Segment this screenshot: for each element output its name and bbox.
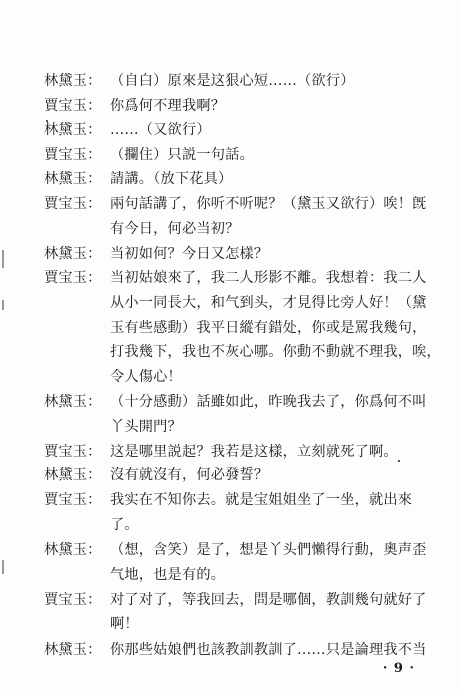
- dialogue-continuation: 气地，也是有的。: [110, 567, 226, 583]
- speaker-name: 林黛玉：: [44, 73, 102, 89]
- dialogue-continuation: 了。: [110, 517, 139, 533]
- speaker-name: 林黛玉：: [44, 122, 102, 138]
- dialogue-text: （自白）原來是这狠心短……（欲行）: [110, 73, 355, 89]
- dialogue-text: 請講。（放下花具）: [110, 171, 233, 187]
- speaker-name: 賈宝玉：: [44, 492, 102, 508]
- dialogue-line: [44, 245, 268, 263]
- dialogue-continuation: 从小一同長大，和气到头，才見得比旁人好！（黛: [110, 295, 427, 311]
- dialogue-text: ……（又欲行）: [110, 122, 211, 138]
- speaker-name: 賈宝玉：: [44, 592, 102, 608]
- dialogue-continuation: 玉有些感動）我平日縱有錯处，你或是罵我幾句，: [110, 320, 427, 336]
- dialogue-text: 你爲何不理我啊？: [110, 98, 226, 114]
- dialogue-line: [44, 641, 427, 659]
- speaker-name: 賈宝玉：: [44, 98, 102, 114]
- dialogue-text: 你那些姑娘們也該教訓教訓了……只是論理我不当: [110, 642, 427, 658]
- dialogue-continuation: 啊！: [110, 616, 139, 632]
- dialogue-text: 沒有就沒有，何必發誓？: [110, 467, 269, 483]
- page-number: · 9 ·: [382, 661, 415, 676]
- dialogue-line: [44, 393, 427, 411]
- speaker-name: 林黛玉：: [44, 642, 102, 658]
- speaker-name: 賈宝玉：: [44, 147, 102, 163]
- dialogue-text: 对了对了，等我回去，問是哪個，教訓幾句就好了: [110, 592, 427, 608]
- speaker-name: 賈宝玉：: [44, 444, 102, 460]
- dialogue-text: 我实在不知你去。就是宝姐姐坐了一坐，就出來: [110, 492, 413, 508]
- dialogue-line: [44, 443, 398, 461]
- ink-speck: [46, 120, 48, 122]
- dialogue-text: 兩句話講了，你听不听呢？（黛玉又欲行）唉！旣: [110, 196, 427, 212]
- dialogue-line: [44, 146, 254, 164]
- dialogue-line: [44, 269, 427, 287]
- dialogue-continuation: 令人傷心！: [110, 369, 182, 385]
- dialogue-line: [44, 72, 355, 90]
- speaker-name: 林黛玉：: [44, 246, 102, 262]
- speaker-name: 賈宝玉：: [44, 270, 102, 286]
- dialogue-line: [44, 195, 427, 213]
- dialogue-line: [44, 121, 211, 139]
- dialogue-continuation: 有今日，何必当初？: [110, 221, 240, 237]
- dialogue-text: 当初如何？今日又怎樣？: [110, 246, 269, 262]
- speaker-name: 賈宝玉：: [44, 196, 102, 212]
- ink-speck: [398, 460, 400, 462]
- dialogue-text: 当初姑娘來了，我二人形影不離。我想着：我二人: [110, 270, 427, 286]
- scan-artifact: [2, 250, 4, 268]
- dialogue-continuation: 丫头開門？: [110, 419, 182, 435]
- speaker-name: 林黛玉：: [44, 542, 102, 558]
- speaker-name: 林黛玉：: [44, 394, 102, 410]
- dialogue-line: [44, 170, 232, 188]
- speaker-name: 林黛玉：: [44, 467, 102, 483]
- dialogue-text: （攔住）只説一句話。: [110, 147, 254, 163]
- scan-artifact: [2, 560, 4, 574]
- dialogue-text: 这是哪里説起？我若是这樣，立刻就死了啊。: [110, 444, 398, 460]
- dialogue-line: [44, 466, 268, 484]
- dialogue-line: [44, 541, 427, 559]
- scan-artifact: [2, 300, 4, 310]
- speaker-name: 林黛玉：: [44, 171, 102, 187]
- dialogue-continuation: 打我幾下，我也不灰心哪。你動不動就不理我，唉，: [110, 344, 441, 360]
- dialogue-text: （想，含笑）是了，想是丫头們懶得行動，奧声歪: [110, 542, 427, 558]
- dialogue-line: [44, 591, 427, 609]
- dialogue-line: [44, 491, 412, 509]
- dialogue-text: （十分感動）話雖如此，昨晚我去了，你爲何不叫: [110, 394, 427, 410]
- dialogue-line: [44, 97, 225, 115]
